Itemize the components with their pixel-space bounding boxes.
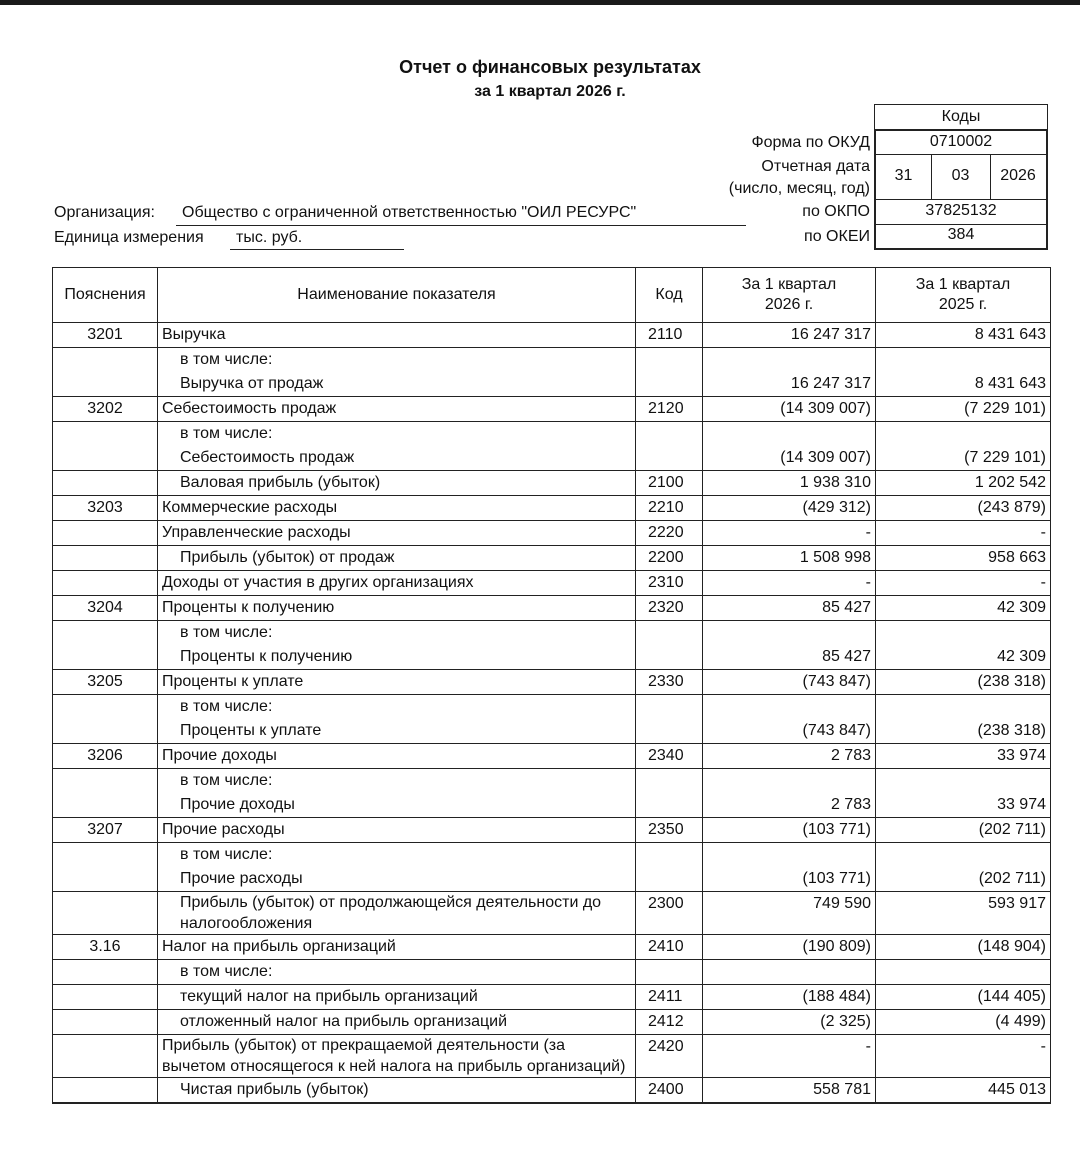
current-value [703, 960, 876, 985]
previous-value: 8 431 643 [876, 323, 1051, 348]
header-note: Пояснения [53, 268, 158, 323]
line-code: 2411 [636, 985, 703, 1010]
current-value: (14 309 007) [703, 446, 876, 471]
table-row [53, 769, 1051, 794]
table-row [53, 323, 1051, 348]
table-row [53, 348, 1051, 373]
current-value: 558 781 [703, 1078, 876, 1104]
current-value: (103 771) [703, 867, 876, 892]
note-cell [53, 372, 158, 397]
date-month: 03 [931, 154, 991, 200]
note-cell [53, 867, 158, 892]
indicator-name: Проценты к получению [158, 645, 636, 670]
line-code [636, 695, 703, 720]
okei-value: 384 [874, 224, 1048, 250]
current-value: (743 847) [703, 670, 876, 695]
table-row [53, 645, 1051, 670]
line-code: 2120 [636, 397, 703, 422]
line-code: 2300 [636, 892, 703, 935]
note-cell [53, 960, 158, 985]
current-value: 1 508 998 [703, 546, 876, 571]
okud-value: 0710002 [874, 129, 1048, 155]
top-border [0, 0, 1080, 5]
report-period: за 1 квартал 2026 г. [474, 83, 626, 100]
note-cell [53, 446, 158, 471]
line-code: 2110 [636, 323, 703, 348]
okpo-value: 37825132 [874, 199, 1048, 225]
indicator-name: Прочие доходы [158, 793, 636, 818]
note-cell [53, 348, 158, 373]
line-code: 2320 [636, 596, 703, 621]
line-code: 2350 [636, 818, 703, 843]
previous-value: 42 309 [876, 645, 1051, 670]
note-cell [53, 1035, 158, 1078]
previous-value: (4 499) [876, 1010, 1051, 1035]
previous-value [876, 621, 1051, 646]
previous-value: (144 405) [876, 985, 1051, 1010]
unit-label: Единица измерения [54, 229, 204, 246]
table-row [53, 397, 1051, 422]
previous-value: 1 202 542 [876, 471, 1051, 496]
header-current-line2: 2026 г. [764, 296, 814, 313]
current-value: 749 590 [703, 892, 876, 935]
table-row [53, 1078, 1051, 1104]
note-cell: 3.16 [53, 935, 158, 960]
note-cell [53, 769, 158, 794]
note-cell: 3206 [53, 744, 158, 769]
previous-value: - [876, 571, 1051, 596]
header-previous-line2: 2025 г. [938, 296, 988, 313]
current-value: (190 809) [703, 935, 876, 960]
table-row [53, 960, 1051, 985]
table-row [53, 719, 1051, 744]
previous-value: (202 711) [876, 867, 1051, 892]
indicator-name: в том числе: [158, 621, 636, 646]
note-cell [53, 546, 158, 571]
indicator-name: Проценты к получению [158, 596, 636, 621]
previous-value [876, 769, 1051, 794]
indicator-name: в том числе: [158, 695, 636, 720]
note-cell [53, 843, 158, 868]
note-cell [53, 1010, 158, 1035]
previous-value: (243 879) [876, 496, 1051, 521]
organization-underline [176, 225, 746, 226]
note-cell [53, 695, 158, 720]
okei-label: по ОКЕИ [804, 228, 870, 245]
indicator-name: в том числе: [158, 348, 636, 373]
current-value [703, 348, 876, 373]
current-value: 16 247 317 [703, 323, 876, 348]
indicator-name: Выручка [158, 323, 636, 348]
note-cell: 3207 [53, 818, 158, 843]
financial-results-table [52, 267, 1051, 1104]
table-row [53, 867, 1051, 892]
current-value: 2 783 [703, 744, 876, 769]
line-code [636, 719, 703, 744]
previous-value: (202 711) [876, 818, 1051, 843]
indicator-name: Прибыль (убыток) от прекращаемой деятельности (за вычетом относящегося к ней налога на прибыль организаций) [158, 1035, 636, 1078]
note-cell: 3204 [53, 596, 158, 621]
current-value: - [703, 1035, 876, 1078]
current-value [703, 422, 876, 447]
indicator-name: Проценты к уплате [158, 670, 636, 695]
table-row [53, 422, 1051, 447]
previous-value: 958 663 [876, 546, 1051, 571]
codes-header: Коды [874, 104, 1048, 130]
indicator-name: Налог на прибыль организаций [158, 935, 636, 960]
date-day: 31 [874, 154, 932, 200]
note-cell [53, 645, 158, 670]
line-code: 2410 [636, 935, 703, 960]
line-code: 2310 [636, 571, 703, 596]
current-value: (14 309 007) [703, 397, 876, 422]
header-previous-line1: За 1 квартал [915, 276, 1011, 293]
indicator-name: в том числе: [158, 960, 636, 985]
current-value [703, 621, 876, 646]
report-title: Отчет о финансовых результатах [399, 57, 701, 77]
current-value: (2 325) [703, 1010, 876, 1035]
indicator-name: Выручка от продаж [158, 372, 636, 397]
indicator-name: Коммерческие расходы [158, 496, 636, 521]
indicator-name: в том числе: [158, 769, 636, 794]
previous-value: 33 974 [876, 744, 1051, 769]
organization-value: Общество с ограниченной ответственностью "ОИЛ РЕСУРС" [182, 204, 637, 221]
line-code: 2100 [636, 471, 703, 496]
indicator-name: Прибыль (убыток) от продаж [158, 546, 636, 571]
current-value: - [703, 521, 876, 546]
line-code: 2400 [636, 1078, 703, 1104]
table-row [53, 843, 1051, 868]
indicator-name: Проценты к уплате [158, 719, 636, 744]
current-value: (188 484) [703, 985, 876, 1010]
note-cell: 3201 [53, 323, 158, 348]
line-code: 2340 [636, 744, 703, 769]
previous-value: 33 974 [876, 793, 1051, 818]
line-code: 2210 [636, 496, 703, 521]
note-cell [53, 521, 158, 546]
current-value [703, 843, 876, 868]
table-row [53, 471, 1051, 496]
line-code [636, 960, 703, 985]
date-year: 2026 [990, 154, 1048, 200]
current-value [703, 769, 876, 794]
indicator-name: в том числе: [158, 843, 636, 868]
date-label-1: Отчетная дата [761, 158, 870, 175]
note-cell: 3203 [53, 496, 158, 521]
indicator-name: Себестоимость продаж [158, 446, 636, 471]
indicator-name: текущий налог на прибыль организаций [158, 985, 636, 1010]
table-row [53, 935, 1051, 960]
indicator-name: Прочие расходы [158, 818, 636, 843]
line-code [636, 843, 703, 868]
organization-label: Организация: [54, 204, 155, 221]
indicator-name: Управленческие расходы [158, 521, 636, 546]
line-code [636, 645, 703, 670]
indicator-name: Прибыль (убыток) от продолжающейся деятельности до налогообложения [158, 892, 636, 935]
note-cell [53, 422, 158, 447]
previous-value [876, 843, 1051, 868]
line-code [636, 793, 703, 818]
current-value: (429 312) [703, 496, 876, 521]
table-row [53, 985, 1051, 1010]
note-cell [53, 1078, 158, 1104]
note-cell [53, 793, 158, 818]
note-cell [53, 892, 158, 935]
note-cell: 3202 [53, 397, 158, 422]
line-code: 2200 [636, 546, 703, 571]
current-value: 85 427 [703, 645, 876, 670]
previous-value: (238 318) [876, 719, 1051, 744]
current-value: 1 938 310 [703, 471, 876, 496]
note-cell: 3205 [53, 670, 158, 695]
unit-value: тыс. руб. [236, 229, 303, 246]
table-header-row [53, 268, 1051, 323]
previous-value: (7 229 101) [876, 397, 1051, 422]
note-cell [53, 471, 158, 496]
previous-value: 593 917 [876, 892, 1051, 935]
current-value: 16 247 317 [703, 372, 876, 397]
header-name: Наименование показателя [158, 268, 636, 323]
indicator-name: Себестоимость продаж [158, 397, 636, 422]
indicator-name: отложенный налог на прибыль организаций [158, 1010, 636, 1035]
line-code: 2412 [636, 1010, 703, 1035]
table-row [53, 1035, 1051, 1078]
line-code [636, 867, 703, 892]
note-cell [53, 571, 158, 596]
table-row [53, 1010, 1051, 1035]
table-body [53, 323, 1051, 1104]
line-code [636, 621, 703, 646]
indicator-name: Прочие доходы [158, 744, 636, 769]
current-value: (743 847) [703, 719, 876, 744]
note-cell [53, 621, 158, 646]
line-code [636, 769, 703, 794]
header-current-line1: За 1 квартал [741, 276, 837, 293]
okud-label: Форма по ОКУД [751, 134, 870, 151]
line-code [636, 348, 703, 373]
table-row [53, 571, 1051, 596]
previous-value [876, 695, 1051, 720]
date-label-2: (число, месяц, год) [728, 180, 870, 197]
previous-value [876, 348, 1051, 373]
current-value: 85 427 [703, 596, 876, 621]
line-code: 2330 [636, 670, 703, 695]
indicator-name: Чистая прибыль (убыток) [158, 1078, 636, 1104]
previous-value: 445 013 [876, 1078, 1051, 1104]
current-value: 2 783 [703, 793, 876, 818]
table-row [53, 744, 1051, 769]
table-row [53, 596, 1051, 621]
header-previous-period [876, 268, 1051, 323]
table-row [53, 446, 1051, 471]
previous-value: 8 431 643 [876, 372, 1051, 397]
okpo-label: по ОКПО [802, 203, 870, 220]
previous-value [876, 422, 1051, 447]
table-row [53, 892, 1051, 935]
note-cell [53, 985, 158, 1010]
line-code [636, 446, 703, 471]
current-value: - [703, 571, 876, 596]
table-row [53, 496, 1051, 521]
table-row [53, 695, 1051, 720]
previous-value: 42 309 [876, 596, 1051, 621]
previous-value: (238 318) [876, 670, 1051, 695]
table-row [53, 372, 1051, 397]
current-value [703, 695, 876, 720]
previous-value: (7 229 101) [876, 446, 1051, 471]
indicator-name: Валовая прибыль (убыток) [158, 471, 636, 496]
table-row [53, 818, 1051, 843]
line-code [636, 372, 703, 397]
header-code: Код [636, 268, 703, 323]
header-current-period [703, 268, 876, 323]
indicator-name: в том числе: [158, 422, 636, 447]
previous-value: - [876, 1035, 1051, 1078]
table-row [53, 521, 1051, 546]
previous-value [876, 960, 1051, 985]
line-code: 2420 [636, 1035, 703, 1078]
previous-value: - [876, 521, 1051, 546]
table-row [53, 670, 1051, 695]
indicator-name: Прочие расходы [158, 867, 636, 892]
line-code [636, 422, 703, 447]
table-row [53, 793, 1051, 818]
line-code: 2220 [636, 521, 703, 546]
current-value: (103 771) [703, 818, 876, 843]
table-row [53, 546, 1051, 571]
indicator-name: Доходы от участия в других организациях [158, 571, 636, 596]
unit-underline [230, 249, 404, 250]
table-row [53, 621, 1051, 646]
note-cell [53, 719, 158, 744]
previous-value: (148 904) [876, 935, 1051, 960]
